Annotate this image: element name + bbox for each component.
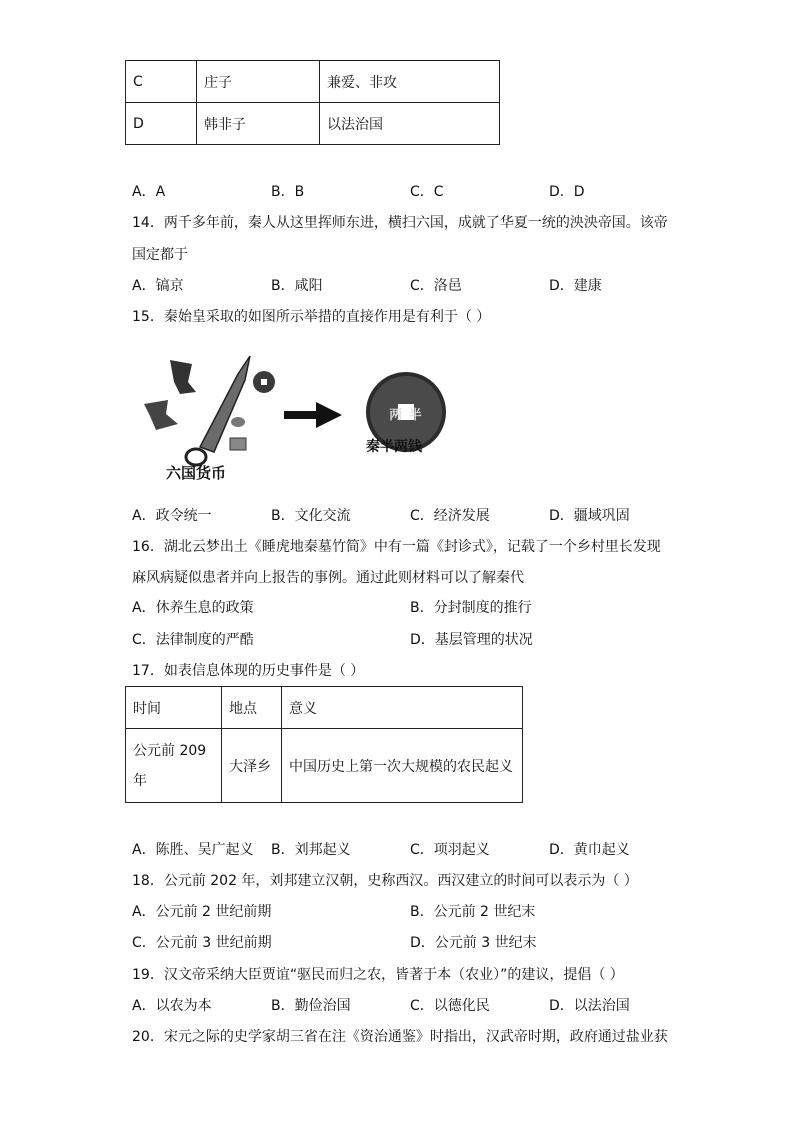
table-cell: 兼爱、非攻	[320, 61, 500, 103]
q17-option-d[interactable]: D．黄巾起义	[549, 842, 630, 858]
q13-option-d[interactable]: D．D	[549, 184, 585, 200]
table-cell: D	[126, 103, 197, 145]
q16-stem-line2: 麻风病疑似患者并向上报告的事例。通过此则材料可以了解秦代	[132, 570, 524, 586]
header-place: 地点	[222, 687, 282, 729]
cell-time	[126, 729, 222, 803]
cell-time-line1: 公元前 209	[133, 742, 207, 759]
q15-stem: 15．秦始皇采取的如图所示举措的直接作用是有利于（ ）	[132, 309, 491, 325]
q16-stem-line1: 16．湖北云梦出土《睡虎地秦墓竹简》中有一篇《封诊式》，记载了一个乡村里长发现	[132, 539, 661, 555]
q18-option-d[interactable]: D．公元前 3 世纪末	[410, 935, 537, 951]
arrow-shaft	[284, 411, 318, 419]
q18-option-a[interactable]: A．公元前 2 世纪前期	[132, 904, 272, 920]
table-row	[126, 103, 500, 145]
spade-coin-icon-2	[144, 400, 178, 430]
six-states-currency-caption: 六国货币	[166, 464, 227, 482]
q18-stem: 18．公元前 202 年，刘邦建立汉朝，史称西汉。西汉建立的时间可以表示为（ ）	[132, 873, 638, 889]
q14-option-b[interactable]: B．咸阳	[271, 278, 323, 294]
q13-option-b[interactable]: B．B	[271, 184, 305, 200]
q19-option-c[interactable]: C．以德化民	[410, 998, 490, 1014]
q16-option-d[interactable]: D．基层管理的状况	[410, 632, 533, 648]
table-header-row	[126, 687, 523, 729]
arrow-right-icon	[316, 402, 342, 428]
q13-option-a[interactable]: A．A	[132, 184, 166, 200]
q16-option-b[interactable]: B．分封制度的推行	[410, 600, 532, 616]
q18-option-b[interactable]: B．公元前 2 世纪末	[410, 904, 536, 920]
spade-coin-icon	[170, 360, 196, 394]
table-row	[126, 729, 523, 803]
cell-place: 大泽乡	[222, 729, 282, 803]
q15-option-c[interactable]: C．经济发展	[410, 508, 490, 524]
header-meaning: 意义	[282, 687, 523, 729]
table-cell: 以法治国	[320, 103, 500, 145]
q19-option-b[interactable]: B．勤俭治国	[271, 998, 351, 1014]
header-time: 时间	[126, 687, 222, 729]
q14-option-a[interactable]: A．镐京	[132, 278, 184, 294]
cell-time-line2: 年	[133, 772, 147, 789]
q16-option-a[interactable]: A．休养生息的政策	[132, 600, 254, 616]
table-cell: C	[126, 61, 197, 103]
q18-option-c[interactable]: C．公元前 3 世纪前期	[132, 935, 272, 951]
cell-meaning: 中国历史上第一次大规模的农民起义	[282, 729, 523, 803]
qin-banliang-caption: 秦半两钱	[366, 439, 422, 455]
q15-option-b[interactable]: B．文化交流	[271, 508, 351, 524]
table-cell: 庄子	[197, 61, 320, 103]
q17-option-b[interactable]: B．刘邦起义	[271, 842, 351, 858]
q19-option-a[interactable]: A．以农为本	[132, 998, 212, 1014]
q14-option-d[interactable]: D．建康	[549, 278, 602, 294]
q14-option-c[interactable]: C．洛邑	[410, 278, 462, 294]
answer-table-continuation	[125, 60, 500, 145]
currency-figure	[138, 352, 458, 487]
table-cell: 韩非子	[197, 103, 320, 145]
q20-stem: 20．宋元之际的史学家胡三省在注《资治通鉴》时指出，汉武帝时期，政府通过盐业获	[132, 1029, 668, 1045]
q13-option-c[interactable]: C．C	[410, 184, 444, 200]
q14-stem-line1: 14．两千多年前，秦人从这里挥师东进，横扫六国，成就了华夏一统的泱泱帝国。该帝	[132, 215, 668, 231]
q14-stem-line2: 国定都于	[132, 247, 188, 263]
ant-nose-coin-icon	[231, 417, 245, 427]
q17-stem: 17．如表信息体现的历史事件是（ ）	[132, 663, 365, 679]
event-info-table	[125, 686, 523, 803]
q17-option-c[interactable]: C．项羽起义	[410, 842, 490, 858]
q15-option-d[interactable]: D．疆域巩固	[549, 508, 630, 524]
q16-option-c[interactable]: C．法律制度的严酷	[132, 632, 254, 648]
q19-stem: 19．汉文帝采纳大臣贾谊“驱民而归之农，皆著于本（农业）”的建议，提倡（ ）	[132, 967, 624, 983]
table-row	[126, 61, 500, 103]
small-coin-icon	[230, 438, 246, 450]
q15-option-a[interactable]: A．政令统一	[132, 508, 212, 524]
coin-inscription: 两 半	[389, 408, 423, 423]
q17-option-a[interactable]: A．陈胜、吴广起义	[132, 842, 254, 858]
q19-option-d[interactable]: D．以法治国	[549, 998, 630, 1014]
